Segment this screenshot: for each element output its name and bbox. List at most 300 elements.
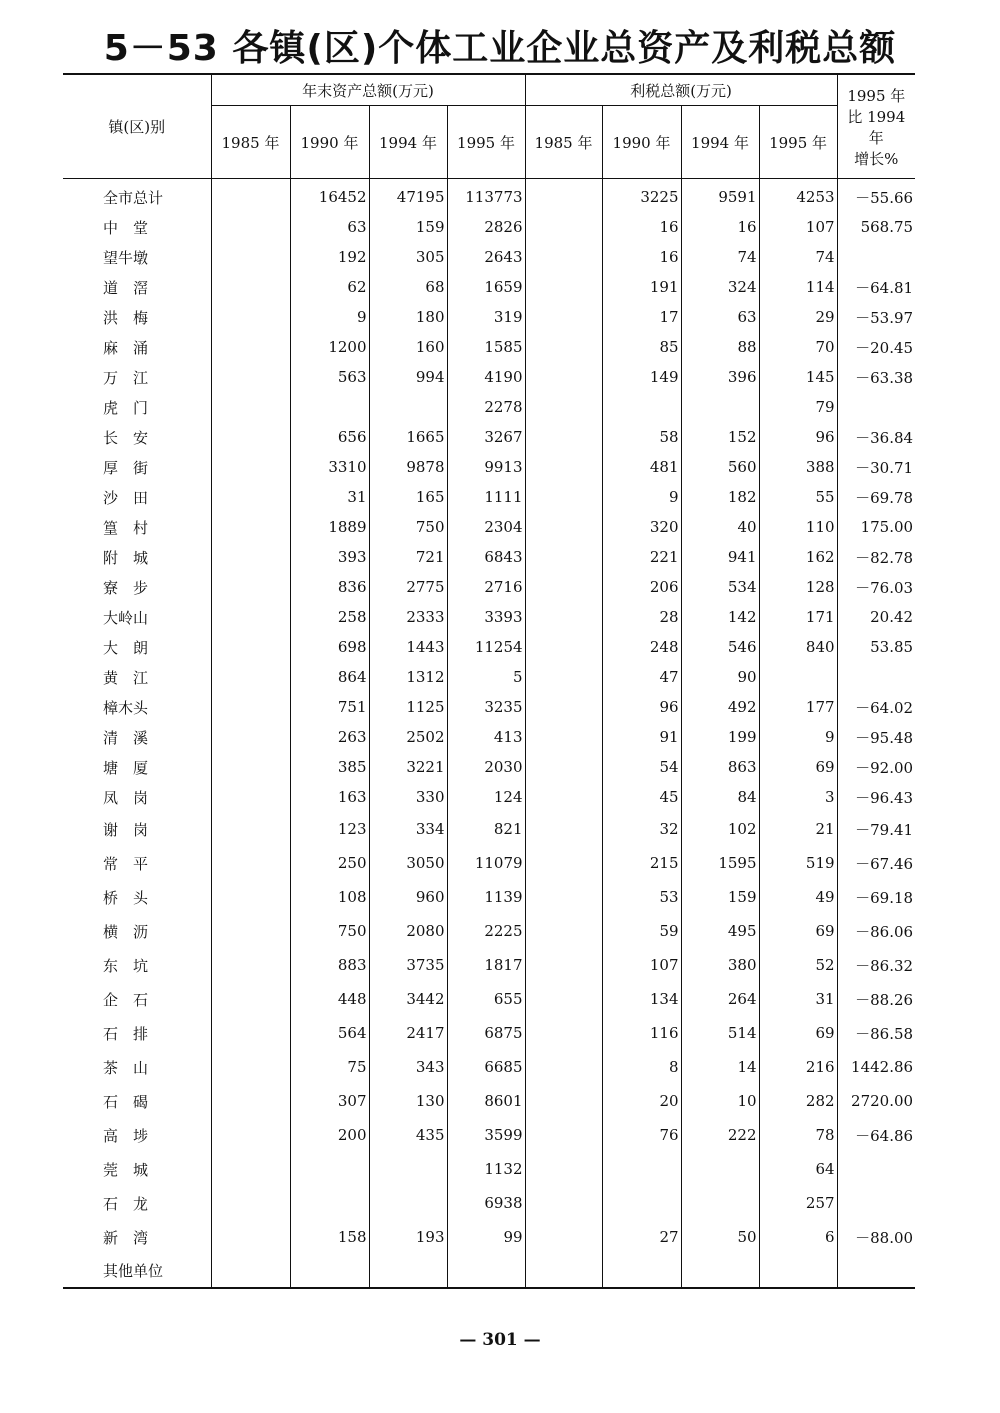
table-cell: 40 xyxy=(681,512,759,542)
table-cell: 264 xyxy=(681,982,759,1016)
table-cell: 2502 xyxy=(369,722,447,752)
table-cell: 21 xyxy=(759,812,837,846)
table-cell: 3 xyxy=(759,782,837,812)
table-cell: －55.66 xyxy=(837,179,915,213)
table-cell xyxy=(211,602,290,632)
table-cell xyxy=(211,422,290,452)
table-cell xyxy=(211,332,290,362)
table-cell: 1200 xyxy=(290,332,369,362)
table-cell xyxy=(759,662,837,692)
table-cell: 396 xyxy=(681,362,759,392)
table-cell xyxy=(290,392,369,422)
row-label: 全市总计 xyxy=(103,188,164,207)
table-cell xyxy=(602,1186,681,1220)
col-header-assets-1990: 1990 年 xyxy=(290,106,369,179)
table-cell: 263 xyxy=(290,722,369,752)
table-cell: 27 xyxy=(602,1220,681,1254)
table-cell: 53.85 xyxy=(837,632,915,662)
table-cell: 863 xyxy=(681,752,759,782)
table-cell: 113773 xyxy=(447,179,525,213)
table-cell: 1889 xyxy=(290,512,369,542)
row-label: 谢 岗 xyxy=(103,820,149,839)
table-cell: 88 xyxy=(681,332,759,362)
table-cell: 385 xyxy=(290,752,369,782)
table-cell: 250 xyxy=(290,846,369,880)
table-row xyxy=(63,242,915,272)
table-cell: －64.02 xyxy=(837,692,915,722)
table-cell: 330 xyxy=(369,782,447,812)
table-cell xyxy=(525,846,602,880)
table-cell: －86.06 xyxy=(837,914,915,948)
table-cell xyxy=(211,1186,290,1220)
table-cell: 16 xyxy=(602,212,681,242)
table-cell: 47 xyxy=(602,662,681,692)
table-cell: 49 xyxy=(759,880,837,914)
table-cell: 75 xyxy=(290,1050,369,1084)
table-cell: 14 xyxy=(681,1050,759,1084)
table-cell: 319 xyxy=(447,302,525,332)
table-cell: 2080 xyxy=(369,914,447,948)
table-cell: 20 xyxy=(602,1084,681,1118)
table-row xyxy=(63,662,915,692)
table-cell: 4253 xyxy=(759,179,837,213)
table-cell: 960 xyxy=(369,880,447,914)
table-cell: 221 xyxy=(602,542,681,572)
table-cell: 76 xyxy=(602,1118,681,1152)
table-cell: 519 xyxy=(759,846,837,880)
table-row xyxy=(63,482,915,512)
table-cell: 9 xyxy=(602,482,681,512)
table-cell xyxy=(211,482,290,512)
table-cell xyxy=(290,1152,369,1186)
page-number: — 301 — xyxy=(459,1330,541,1350)
table-cell xyxy=(602,1254,681,1288)
table-cell: 1443 xyxy=(369,632,447,662)
table-cell xyxy=(211,362,290,392)
table-row xyxy=(63,512,915,542)
table-cell xyxy=(837,1254,915,1288)
table-cell: －76.03 xyxy=(837,572,915,602)
table-cell: 165 xyxy=(369,482,447,512)
table-cell: 192 xyxy=(290,242,369,272)
row-label: 黄 江 xyxy=(103,668,149,687)
table-cell: 1139 xyxy=(447,880,525,914)
table-cell: 568.75 xyxy=(837,212,915,242)
table-cell xyxy=(211,1084,290,1118)
table-cell: 413 xyxy=(447,722,525,752)
table-cell xyxy=(211,632,290,662)
table-cell: 74 xyxy=(759,242,837,272)
table-cell: 9 xyxy=(290,302,369,332)
table-cell: 222 xyxy=(681,1118,759,1152)
table-row xyxy=(63,602,915,632)
row-label: 虎 门 xyxy=(103,398,149,417)
table-cell: 31 xyxy=(290,482,369,512)
table-cell xyxy=(211,1118,290,1152)
table-cell xyxy=(211,452,290,482)
table-cell: 2333 xyxy=(369,602,447,632)
table-cell: 177 xyxy=(759,692,837,722)
table-cell xyxy=(525,948,602,982)
row-label: 其他单位 xyxy=(63,1254,211,1288)
row-label: 寮 步 xyxy=(103,578,149,597)
table-row xyxy=(63,812,915,846)
table-cell: 63 xyxy=(290,212,369,242)
table-cell: －86.58 xyxy=(837,1016,915,1050)
table-cell: －79.41 xyxy=(837,812,915,846)
table-cell: 78 xyxy=(759,1118,837,1152)
table-cell: －64.81 xyxy=(837,272,915,302)
table-cell xyxy=(525,242,602,272)
table-cell xyxy=(525,452,602,482)
table-cell: 58 xyxy=(602,422,681,452)
table-cell: －96.43 xyxy=(837,782,915,812)
table-cell: 2030 xyxy=(447,752,525,782)
table-cell: 655 xyxy=(447,982,525,1016)
table-cell: 62 xyxy=(290,272,369,302)
table-row xyxy=(63,948,915,982)
table-cell xyxy=(525,692,602,722)
table-cell: 124 xyxy=(447,782,525,812)
table-cell: 864 xyxy=(290,662,369,692)
table-row xyxy=(63,1084,915,1118)
table-cell: 16 xyxy=(602,242,681,272)
table-cell: 10 xyxy=(681,1084,759,1118)
table-cell xyxy=(525,880,602,914)
table-cell: 182 xyxy=(681,482,759,512)
table-cell: 28 xyxy=(602,602,681,632)
col-header-assets-1985: 1985 年 xyxy=(211,106,290,179)
row-label: 麻 涌 xyxy=(103,338,149,357)
row-label: 万 江 xyxy=(103,368,149,387)
table-cell: 32 xyxy=(602,812,681,846)
table-cell: 11079 xyxy=(447,846,525,880)
table-cell: 1659 xyxy=(447,272,525,302)
row-label: 中 堂 xyxy=(103,218,149,237)
table-cell: 1817 xyxy=(447,948,525,982)
table-row xyxy=(63,1050,915,1084)
table-cell: 54 xyxy=(602,752,681,782)
table-cell: 514 xyxy=(681,1016,759,1050)
table-cell: 750 xyxy=(369,512,447,542)
table-cell: 3735 xyxy=(369,948,447,982)
table-cell: 1111 xyxy=(447,482,525,512)
table-cell: 90 xyxy=(681,662,759,692)
table-cell: 180 xyxy=(369,302,447,332)
table-cell xyxy=(211,542,290,572)
table-cell: －92.00 xyxy=(837,752,915,782)
table-cell xyxy=(211,179,290,213)
table-cell xyxy=(525,512,602,542)
col-header-assets-1995: 1995 年 xyxy=(447,106,525,179)
row-label: 沙 田 xyxy=(103,488,149,507)
table-cell: 149 xyxy=(602,362,681,392)
table-cell xyxy=(525,212,602,242)
table-cell: 343 xyxy=(369,1050,447,1084)
table-cell: 107 xyxy=(759,212,837,242)
table-cell: 91 xyxy=(602,722,681,752)
table-cell xyxy=(525,572,602,602)
table-cell xyxy=(525,1220,602,1254)
table-cell xyxy=(211,1016,290,1050)
table-cell: 29 xyxy=(759,302,837,332)
table-cell xyxy=(211,752,290,782)
table-cell: 2304 xyxy=(447,512,525,542)
table-cell xyxy=(525,752,602,782)
table-cell: 59 xyxy=(602,914,681,948)
table-cell: 393 xyxy=(290,542,369,572)
table-cell: 110 xyxy=(759,512,837,542)
table-cell: 11254 xyxy=(447,632,525,662)
table-cell xyxy=(211,846,290,880)
table-cell: 84 xyxy=(681,782,759,812)
table-cell: －82.78 xyxy=(837,542,915,572)
table-cell xyxy=(525,422,602,452)
table-cell: 6685 xyxy=(447,1050,525,1084)
table-cell: －20.45 xyxy=(837,332,915,362)
table-row xyxy=(63,846,915,880)
table-cell xyxy=(211,722,290,752)
row-label: 桥 头 xyxy=(103,888,149,907)
table-cell xyxy=(211,880,290,914)
table-cell: 1125 xyxy=(369,692,447,722)
table-cell xyxy=(211,982,290,1016)
table-cell: －64.86 xyxy=(837,1118,915,1152)
table-cell xyxy=(525,1050,602,1084)
table-cell: 52 xyxy=(759,948,837,982)
table-cell: －86.32 xyxy=(837,948,915,982)
table-cell xyxy=(681,1254,759,1288)
table-cell: 175.00 xyxy=(837,512,915,542)
table-cell: 8601 xyxy=(447,1084,525,1118)
table-cell: 6875 xyxy=(447,1016,525,1050)
table-cell: 656 xyxy=(290,422,369,452)
table-cell xyxy=(211,782,290,812)
table-cell xyxy=(290,1254,369,1288)
table-cell: －30.71 xyxy=(837,452,915,482)
table-cell: 435 xyxy=(369,1118,447,1152)
group-header-tax: 利税总额(万元) xyxy=(525,74,837,106)
table-cell: 55 xyxy=(759,482,837,512)
table-cell: 152 xyxy=(681,422,759,452)
table-cell xyxy=(525,362,602,392)
table-cell xyxy=(837,1186,915,1220)
table-cell: 3599 xyxy=(447,1118,525,1152)
table-cell xyxy=(369,1254,447,1288)
row-label: 道 滘 xyxy=(103,278,149,297)
table-cell: 941 xyxy=(681,542,759,572)
table-cell: 64 xyxy=(759,1152,837,1186)
table-cell: －67.46 xyxy=(837,846,915,880)
table-cell: 324 xyxy=(681,272,759,302)
table-body xyxy=(63,179,915,1289)
table-cell: 3393 xyxy=(447,602,525,632)
table-cell: 9591 xyxy=(681,179,759,213)
table-row xyxy=(63,692,915,722)
table-cell: 47195 xyxy=(369,179,447,213)
table-cell: 107 xyxy=(602,948,681,982)
table-cell xyxy=(525,982,602,1016)
table-cell: 994 xyxy=(369,362,447,392)
row-label: 大岭山 xyxy=(103,608,149,627)
table-cell xyxy=(681,1152,759,1186)
table-cell: 258 xyxy=(290,602,369,632)
table-cell xyxy=(369,1186,447,1220)
table-row xyxy=(63,1186,915,1220)
table-cell: 79 xyxy=(759,392,837,422)
table-row xyxy=(63,752,915,782)
table-cell: 114 xyxy=(759,272,837,302)
table-cell xyxy=(211,1050,290,1084)
group-header-assets: 年末资产总额(万元) xyxy=(211,74,525,106)
table-row xyxy=(63,302,915,332)
row-label: 长 安 xyxy=(103,428,149,447)
table-row xyxy=(63,1016,915,1050)
table-cell xyxy=(525,722,602,752)
table-cell: 307 xyxy=(290,1084,369,1118)
table-cell: 750 xyxy=(290,914,369,948)
table-cell: －69.78 xyxy=(837,482,915,512)
table-cell: 159 xyxy=(369,212,447,242)
table-cell: 388 xyxy=(759,452,837,482)
table-cell xyxy=(369,392,447,422)
table-cell xyxy=(211,242,290,272)
table-cell: 134 xyxy=(602,982,681,1016)
table-cell: －36.84 xyxy=(837,422,915,452)
table-cell: 20.42 xyxy=(837,602,915,632)
table-cell: 546 xyxy=(681,632,759,662)
table-cell: 2720.00 xyxy=(837,1084,915,1118)
table-cell: 163 xyxy=(290,782,369,812)
table-cell: 1595 xyxy=(681,846,759,880)
table-cell: 3310 xyxy=(290,452,369,482)
row-label: 洪 梅 xyxy=(103,308,149,327)
row-label: 厚 街 xyxy=(103,458,149,477)
table-cell xyxy=(837,242,915,272)
table-cell xyxy=(525,1084,602,1118)
table-row xyxy=(63,782,915,812)
table-row xyxy=(63,392,915,422)
table-cell: 698 xyxy=(290,632,369,662)
row-label: 莞 城 xyxy=(103,1160,149,1179)
table-cell: 8 xyxy=(602,1050,681,1084)
table-cell: 130 xyxy=(369,1084,447,1118)
table-cell: 751 xyxy=(290,692,369,722)
table-cell: 257 xyxy=(759,1186,837,1220)
table-cell: 1312 xyxy=(369,662,447,692)
row-label: 高 埗 xyxy=(103,1126,149,1145)
col-header-tax-1985: 1985 年 xyxy=(525,106,602,179)
table-cell xyxy=(525,1016,602,1050)
table-cell: 199 xyxy=(681,722,759,752)
table-cell: 320 xyxy=(602,512,681,542)
table-cell: 4190 xyxy=(447,362,525,392)
col-header-tax-1994: 1994 年 xyxy=(681,106,759,179)
table-cell: －53.97 xyxy=(837,302,915,332)
table-cell: －69.18 xyxy=(837,880,915,914)
table-cell: 206 xyxy=(602,572,681,602)
table-cell: 2225 xyxy=(447,914,525,948)
table-cell: 3221 xyxy=(369,752,447,782)
table-cell: 2716 xyxy=(447,572,525,602)
table-cell: 6 xyxy=(759,1220,837,1254)
table-cell: 2775 xyxy=(369,572,447,602)
table-row xyxy=(63,1152,915,1186)
stub-header: 镇(区)别 xyxy=(63,74,211,179)
table-cell xyxy=(525,542,602,572)
table-cell xyxy=(525,632,602,662)
table-cell: 2278 xyxy=(447,392,525,422)
table-cell xyxy=(525,914,602,948)
row-label: 篁 村 xyxy=(103,518,149,537)
table-cell: 3267 xyxy=(447,422,525,452)
table-cell: 171 xyxy=(759,602,837,632)
row-label: 附 城 xyxy=(103,548,149,567)
table-cell xyxy=(837,662,915,692)
table-cell: 495 xyxy=(681,914,759,948)
table-cell xyxy=(525,812,602,846)
table-cell xyxy=(525,392,602,422)
table-cell: 5 xyxy=(447,662,525,692)
table-cell: 123 xyxy=(290,812,369,846)
statistics-table xyxy=(63,73,915,1289)
table-cell: 560 xyxy=(681,452,759,482)
growth-header: 1995 年 比 1994 年 增长% xyxy=(837,74,915,179)
table-cell xyxy=(525,1152,602,1186)
table-cell xyxy=(525,179,602,213)
table-cell: 96 xyxy=(759,422,837,452)
table-cell xyxy=(837,392,915,422)
row-label: 新 湾 xyxy=(103,1228,149,1247)
table-cell: 159 xyxy=(681,880,759,914)
row-label: 常 平 xyxy=(103,854,149,873)
table-cell xyxy=(211,512,290,542)
table-cell: 160 xyxy=(369,332,447,362)
table-cell: 158 xyxy=(290,1220,369,1254)
table-cell xyxy=(602,1152,681,1186)
table-cell: 448 xyxy=(290,982,369,1016)
table-row xyxy=(63,272,915,302)
table-cell xyxy=(211,948,290,982)
table-cell: 334 xyxy=(369,812,447,846)
table-cell xyxy=(525,662,602,692)
table-cell: 1442.86 xyxy=(837,1050,915,1084)
table-cell: 74 xyxy=(681,242,759,272)
table-cell xyxy=(211,812,290,846)
table-cell: 883 xyxy=(290,948,369,982)
table-cell: 116 xyxy=(602,1016,681,1050)
table-row xyxy=(63,212,915,242)
table-cell: 17 xyxy=(602,302,681,332)
table-cell: 16452 xyxy=(290,179,369,213)
table-cell: 102 xyxy=(681,812,759,846)
table-cell xyxy=(681,392,759,422)
table-cell: 63 xyxy=(681,302,759,332)
table-cell xyxy=(525,1118,602,1152)
table-cell: －63.38 xyxy=(837,362,915,392)
table-cell: 821 xyxy=(447,812,525,846)
table-cell xyxy=(211,692,290,722)
table-cell: 200 xyxy=(290,1118,369,1152)
table-cell: 3225 xyxy=(602,179,681,213)
table-cell: 3050 xyxy=(369,846,447,880)
row-label: 企 石 xyxy=(103,990,149,1009)
table-cell xyxy=(369,1152,447,1186)
table-row xyxy=(63,982,915,1016)
table-cell xyxy=(525,1254,602,1288)
table-row xyxy=(63,914,915,948)
table-cell: 191 xyxy=(602,272,681,302)
